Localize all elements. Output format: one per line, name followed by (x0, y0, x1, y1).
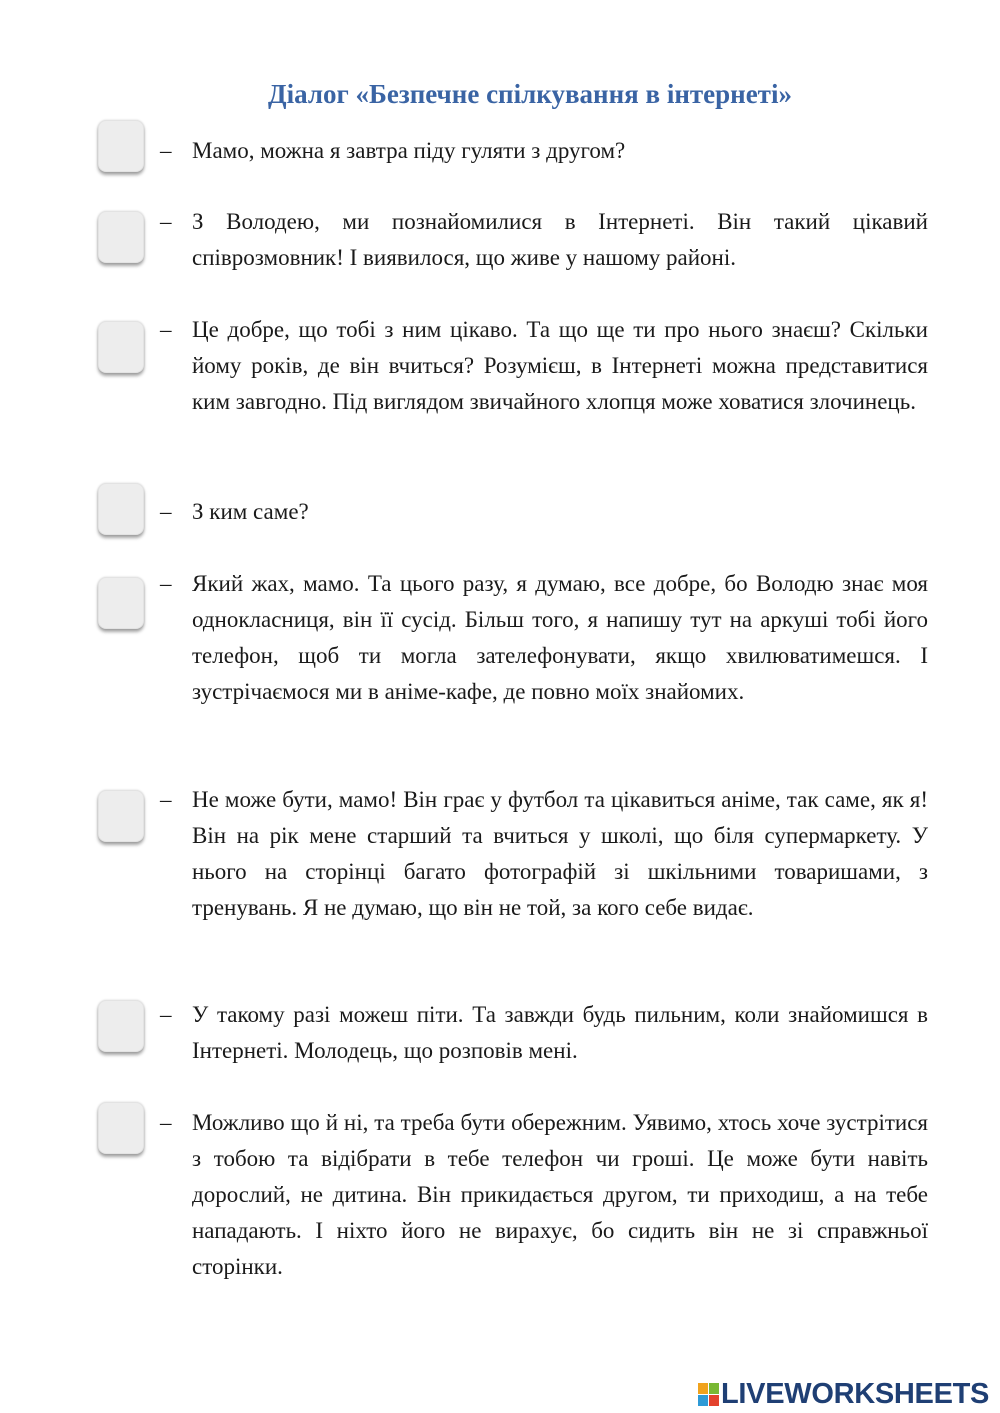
logo-square-green (709, 1383, 719, 1394)
dialogue-dash: – (160, 787, 172, 812)
dialogue-text: Мамо, можна я завтра піду гуляти з другом? (192, 138, 626, 163)
logo-square-blue (698, 1395, 708, 1406)
dialogue-text: Це добре, що тобі з ним цікаво. Та що ще ти про нього знаєш? Скільки йому років, де він вчиться? Розумієш, в Інтернеті можна представитися ким завгодно. Під виглядом звичайного хлопця може ховатися злочинець. (192, 317, 928, 414)
dialogue-dash: – (160, 1002, 172, 1027)
answer-drop-box[interactable] (98, 577, 144, 629)
dialogue-dash: – (160, 571, 172, 596)
liveworksheets-logo-icon (698, 1383, 719, 1406)
logo-square-red (709, 1395, 719, 1406)
dialogue-text: З Володею, ми познайомилися в Інтернеті. Він такий цікавий співрозмовник! І виявилося, що живе у нашому районі. (192, 209, 928, 270)
dialogue-text: Не може бути, мамо! Він грає у футбол та цікавиться аніме, так саме, як я! Він на рік мене старший та вчиться у школі, що біля супермаркету. У нього на сторінці багато фотографій зі шкільними товаришами, з тренувань. Я не думаю, що він не той, за кого себе видає. (192, 787, 928, 920)
dialogue-dash: – (160, 317, 172, 342)
dialogue-text: З ким саме? (192, 499, 309, 524)
dialogue-text: Який жах, мамо. Та цього разу, я думаю, все добре, бо Володю знає моя однокласниця, він її сусід. Більш того, я напишу тут на аркуші тобі його телефон, щоб ти могла зателефонувати, якщо хвилюватимешся. І зустрічаємося ми в аніме-кафе, де повно моїх знайомих. (192, 571, 928, 704)
answer-drop-box[interactable] (98, 120, 144, 172)
dialogue-dash: – (160, 209, 172, 234)
logo-square-orange (698, 1383, 708, 1394)
answer-drop-box[interactable] (98, 321, 144, 373)
worksheet-title: Діалог «Безпечне спілкування в інтернеті» (268, 79, 792, 109)
liveworksheets-logo (698, 1379, 989, 1409)
answer-drop-box[interactable] (98, 1000, 144, 1052)
dialogue-text: У такому разі можеш піти. Та завжди будь пильним, коли знайомишся в Інтернеті. Молодець, що розповів мені. (192, 1002, 928, 1063)
dialogue-dash: – (160, 499, 172, 524)
dialogue-dash: – (160, 138, 172, 163)
answer-drop-box[interactable] (98, 211, 144, 263)
dialogue-text: Можливо що й ні, та треба бути обережним. Уявимо, хтось хоче зустрітися з тобою та відібрати в тебе телефон чи гроші. Це може бути навіть дорослий, не дитина. Він прикидається другом, ти приходиш, а на тебе нападають. І ніхто його не вирахує, бо сидить він не зі справжньої сторінки. (192, 1110, 928, 1279)
answer-drop-box[interactable] (98, 790, 144, 842)
answer-drop-box[interactable] (98, 1102, 144, 1154)
dialogue-dash: – (160, 1110, 172, 1135)
answer-drop-box[interactable] (98, 483, 144, 535)
liveworksheets-logo-text: LIVEWORKSHEETS (721, 1377, 990, 1410)
